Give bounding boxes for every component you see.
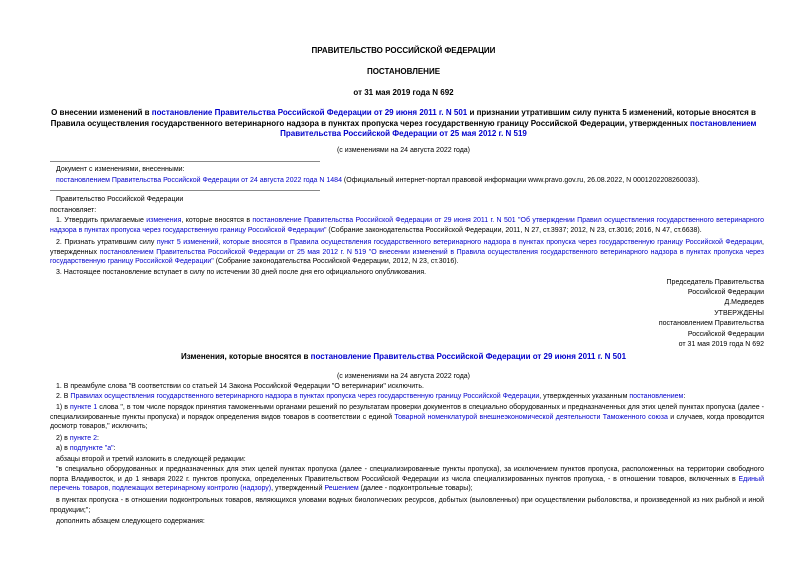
quote1-link-list[interactable]: Единый перечень товаров, подлежащих ветеринарному контролю (надзору): [50, 475, 764, 493]
c2-link-rules[interactable]: Правилах осуществления государственного ветеринарного надзора в пунктах пропуска через государственную границу Российской Федерации: [70, 393, 540, 400]
c21-text-3: и случаев, когда проводится досмотр товаров," исключить;: [50, 413, 764, 431]
item1-text-3: (Собрание законодательства Российской Федерации, 2011, N 27, ст.3937; 2012, N 23, ст.3016; 2016, N 47, ст.6638).: [326, 226, 702, 234]
title-text-2: и признании утратившим силу пункта 5 изменений, которые вносятся в Правила осуществления государственного ветеринарного надзора в пунктах пропуска через государственную границу Российской Федерации, утвержденных: [50, 108, 756, 128]
item1-link-501[interactable]: постановление Правительства Российской Федерации от 29 июня 2011 г. N 501 "Об утверждении Правил осуществления государственного ветеринарного надзора в пунктах пропуска через государственную границу Российской Федерации": [50, 217, 764, 234]
changes-source-text: (Официальный интернет-портал правовой информации www.pravo.gov.ru, 26.08.2022, N 0001202208260033).: [341, 177, 700, 184]
divider: [50, 161, 320, 162]
edition-note-2: (с изменениями на 24 августа 2022 года): [336, 373, 471, 380]
title-link-519[interactable]: постановлением Правительства Российской Федерации от 25 мая 2012 г. N 519: [280, 118, 757, 138]
item1-text-2: , которые вносятся в: [181, 217, 253, 224]
approved-line-3: Российской Федерации: [687, 331, 764, 338]
changes-label: Документ с изменениями, внесенными:: [56, 166, 185, 173]
paragraph-item-1: [50, 216, 764, 235]
item2-link-point5[interactable]: пункт 5 изменений, которые вносятся в Правила осуществления государственного ветеринарного надзора в пунктах пропуска через государственную границу Российской Федерации: [156, 239, 763, 246]
doc-date-number: от 31 мая 2019 года N 692: [353, 88, 454, 97]
approved-label: УТВЕРЖДЕНЫ: [714, 310, 764, 317]
item2-text-3: (Собрание законодательства Российской Федерации, 2012, N 23, ст.3016).: [213, 258, 459, 266]
signature-line-1: Председатель Правительства: [666, 279, 764, 286]
quote1-text-2: , утвержденный: [271, 485, 325, 493]
c2-text-2: , утвержденных указанным: [539, 393, 630, 400]
quote1-link-decision[interactable]: Решением: [324, 485, 359, 493]
preamble-line-1: Правительство Российской Федерации: [56, 196, 184, 203]
changes-source: [56, 176, 766, 186]
c21-text-2: слова ", в том числе порядок принятия таможенными органами решений по результатам проверки документов в специально оборудованных и предназначенных для этих целей пунктах пропуска (далее - специализированные пункты пропуска) и порядок определения видов товаров в соответствии с единой: [50, 404, 765, 421]
changes-title-link-501[interactable]: постановление Правительства Российской Федерации от 29 июня 2011 г. N 501: [310, 352, 627, 361]
edition-note: (с изменениями на 24 августа 2022 года): [336, 147, 471, 154]
signature-name: Д.Медведев: [724, 299, 764, 306]
changes-link-1484[interactable]: постановлением Правительства Российской Федерации от 24 августа 2022 года N 1484: [56, 177, 342, 184]
doc-type-heading: ПОСТАНОВЛЕНИЕ: [366, 67, 441, 76]
preamble-line-2: постановляет:: [50, 207, 97, 214]
c22a-link-subpoint-a[interactable]: подпункте "а": [69, 445, 114, 452]
c21-link-point1[interactable]: пункте 1: [70, 404, 98, 411]
c21-link-tnved[interactable]: Товарной номенклатурой внешнеэкономической деятельности Таможенного союза: [394, 413, 668, 421]
divider: [50, 190, 320, 191]
paragraph-item-2: [50, 238, 764, 267]
title-text-1: О внесении изменений в: [51, 108, 152, 117]
quote-paragraph-2: в пунктах пропуска - в отношении подконтрольных товаров, являющихся уловами водных биологических ресурсов, добытых (выловленных) при осуществлении рыболовства, и произведенной из них рыбной и иной продукции;";: [50, 497, 764, 514]
signature-line-2: Российской Федерации: [687, 289, 764, 296]
item1-text-1: 1. Утвердить прилагаемые: [56, 217, 147, 224]
quote-paragraph-1: [50, 465, 764, 494]
c22-text-1: 2) в: [56, 435, 70, 442]
change-item-2-1: [50, 403, 764, 432]
c21-text-1: 1) в: [56, 404, 70, 411]
changes-title: [0, 352, 807, 362]
approved-date: от 31 мая 2019 года N 692: [678, 341, 764, 348]
item2-link-519[interactable]: постановлением Правительства Российской Федерации от 25 мая 2012 г. N 519 "О внесении изменений в Правила осуществления государственного ветеринарного надзора в пунктах пропуска через государственную границу Российской Федерации": [50, 248, 765, 266]
paragraph-item-3: 3. Настоящее постановление вступает в силу по истечении 30 дней после дня его официального опубликования.: [56, 269, 427, 276]
c22-link-point2[interactable]: пункте 2: [69, 435, 97, 442]
change-item-2-2-a: [56, 444, 116, 454]
item1-link-changes[interactable]: изменения: [146, 217, 182, 224]
item2-text-1: 2. Признать утратившим силу: [56, 239, 157, 246]
c22-text-2: :: [97, 435, 99, 442]
c22a-text-2: :: [113, 445, 116, 452]
org-heading: ПРАВИТЕЛЬСТВО РОССИЙСКОЙ ФЕДЕРАЦИИ: [311, 46, 496, 55]
c2-text-3: :: [683, 393, 686, 400]
change-item-2: [56, 392, 766, 402]
last-line: дополнить абзацем следующего содержания:: [56, 518, 205, 525]
quote1-text-3: (далее - подконтрольные товары);: [358, 485, 473, 493]
approved-line-2: постановлением Правительства: [658, 320, 764, 327]
c22a-text-1: а) в: [56, 445, 70, 452]
changes-title-text: Изменения, которые вносятся в: [180, 352, 311, 361]
c2-text-1: 2. В: [56, 393, 71, 400]
quote1-text-1: "в специально оборудованных и предназначенных для этих целей пунктах пропуска (далее - специализированные пункты пропуска), за исключением пунктов пропуска, расположенных на территории свободного порта Владивосток, и до 1 января 2022 г. пунктов пропуска, определенных Правительством Российской Федерации из числа специализированных пунктов пропуска, - в отношении товаров, включенных в: [50, 466, 764, 483]
change-item-2-2: [56, 434, 99, 444]
document-title: [50, 108, 757, 140]
paragraphs-note: абзацы второй и третий изложить в следующей редакции:: [56, 456, 246, 463]
title-link-501[interactable]: постановление Правительства Российской Федерации от 29 июня 2011 г. N 501: [151, 108, 468, 117]
item2-text-2: , утвержденных: [50, 239, 764, 256]
change-item-1: 1. В преамбуле слова "В соответствии со статьей 14 Закона Российской Федерации "О ветеринарии" исключить.: [56, 383, 424, 390]
c2-link-decree[interactable]: постановлением: [629, 393, 684, 400]
